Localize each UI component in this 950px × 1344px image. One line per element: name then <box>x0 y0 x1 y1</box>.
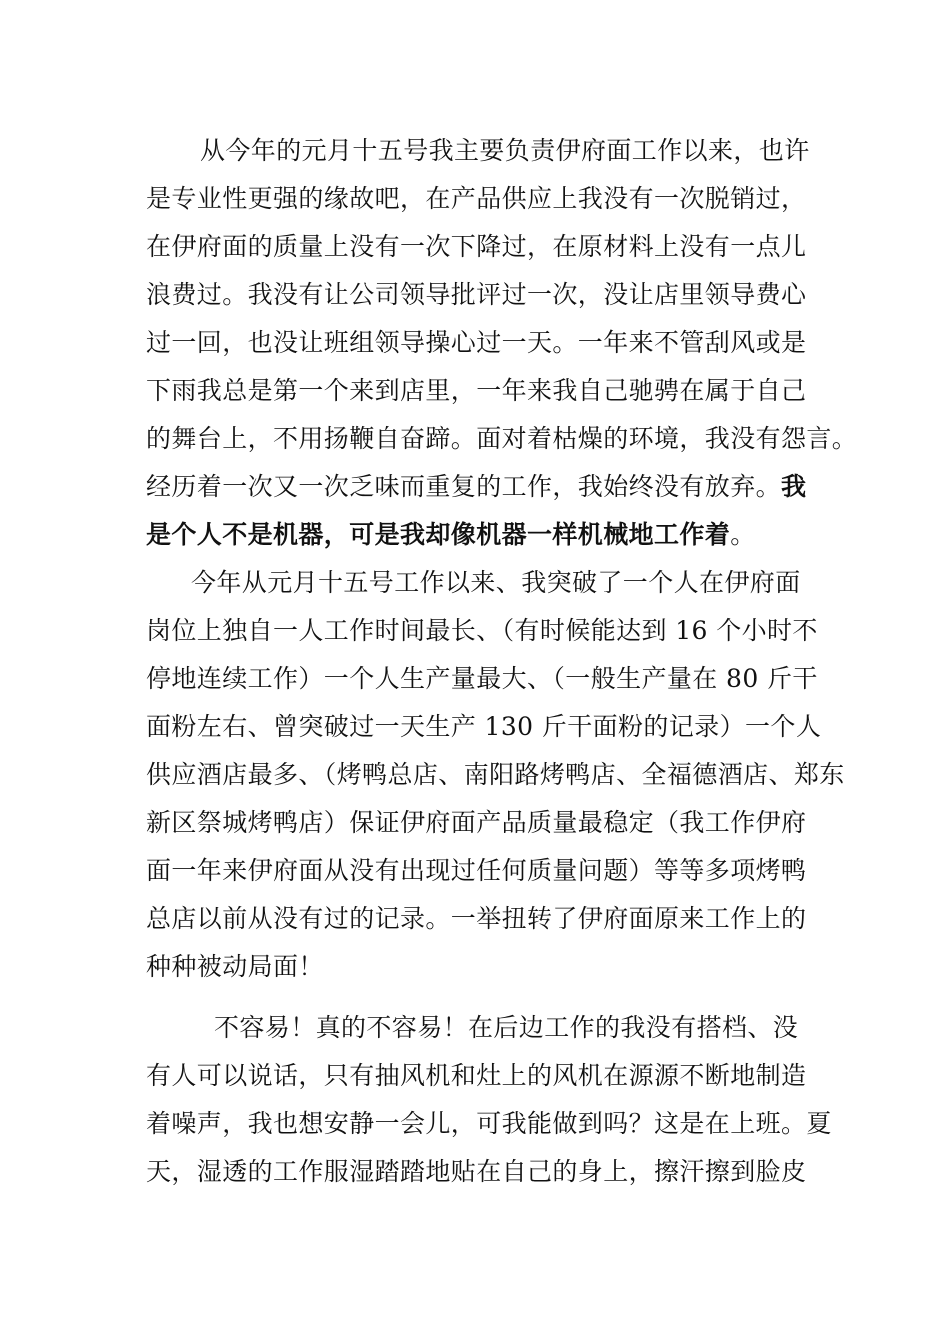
paragraph-3-line-3: 着噪声，我也想安静一会儿，可我能做到吗？这是在上班。夏 <box>146 1109 832 1138</box>
paragraph-1-line-9 <box>146 515 826 555</box>
paragraph-2-line-5: 供应酒店最多、（烤鸭总店、南阳路烤鸭店、全福德酒店、郑东 <box>146 760 845 789</box>
paragraph-2-line-7: 面一年来伊府面从没有出现过任何质量问题）等等多项烤鸭 <box>146 856 807 885</box>
paragraph-1-line-2: 是专业性更强的缘故吧，在产品供应上我没有一次脱销过， <box>146 184 807 213</box>
paragraph-2-line-4: 面粉左右、曾突破过一天生产 130 斤干面粉的记录）一个人 <box>146 712 822 741</box>
paragraph-2-line-1: 今年从元月十五号工作以来、我突破了一个人在伊府面 <box>191 568 801 597</box>
paragraph-3-line-1: 不容易！真的不容易！在后边工作的我没有搭档、没 <box>214 1013 799 1042</box>
paragraph-1-line-8 <box>146 467 826 507</box>
paragraph-3-line-4: 天，湿透的工作服湿踏踏地贴在自己的身上，擦汗擦到脸皮 <box>146 1157 807 1186</box>
paragraph-2-line-2: 岗位上独自一人工作时间最长、（有时候能达到 16 个小时不 <box>146 616 818 645</box>
paragraph-1-line-3: 在伊府面的质量上没有一次下降过，在原材料上没有一点儿 <box>146 232 807 261</box>
emphasis-start: 我 <box>781 472 807 501</box>
emphasis-sentence: 是个人不是机器，可是我却像机器一样机械地工作着 <box>146 520 731 549</box>
paragraph-1-line-5: 过一回，也没让班组领导操心过一天。一年来不管刮风或是 <box>146 328 807 357</box>
paragraph-2-line-8: 总店以前从没有过的记录。一举扭转了伊府面原来工作上的 <box>146 904 807 933</box>
sentence-period: 。 <box>730 520 756 549</box>
paragraph-2-line-3: 停地连续工作）一个人生产量最大、（一般生产量在 80 斤干 <box>146 664 818 693</box>
paragraph-1-line-4: 浪费过。我没有让公司领导批评过一次，没让店里领导费心 <box>146 280 807 309</box>
paragraph-1-line-1: 从今年的元月十五号我主要负责伊府面工作以来，也许 <box>200 136 810 165</box>
paragraph-1-line-8-text: 经历着一次又一次乏味而重复的工作，我始终没有放弃。 <box>146 472 782 501</box>
paragraph-1-line-6: 下雨我总是第一个来到店里，一年来我自己驰骋在属于自己 <box>146 376 807 405</box>
paragraph-1-line-7: 的舞台上，不用扬鞭自奋蹄。面对着枯燥的环境，我没有怨言。 <box>146 424 858 453</box>
paragraph-2-line-6: 新区祭城烤鸭店）保证伊府面产品质量最稳定（我工作伊府 <box>146 808 807 837</box>
paragraph-3-line-2: 有人可以说话，只有抽风机和灶上的风机在源源不断地制造 <box>146 1061 807 1090</box>
paragraph-2-line-9: 种种被动局面！ <box>146 952 324 981</box>
